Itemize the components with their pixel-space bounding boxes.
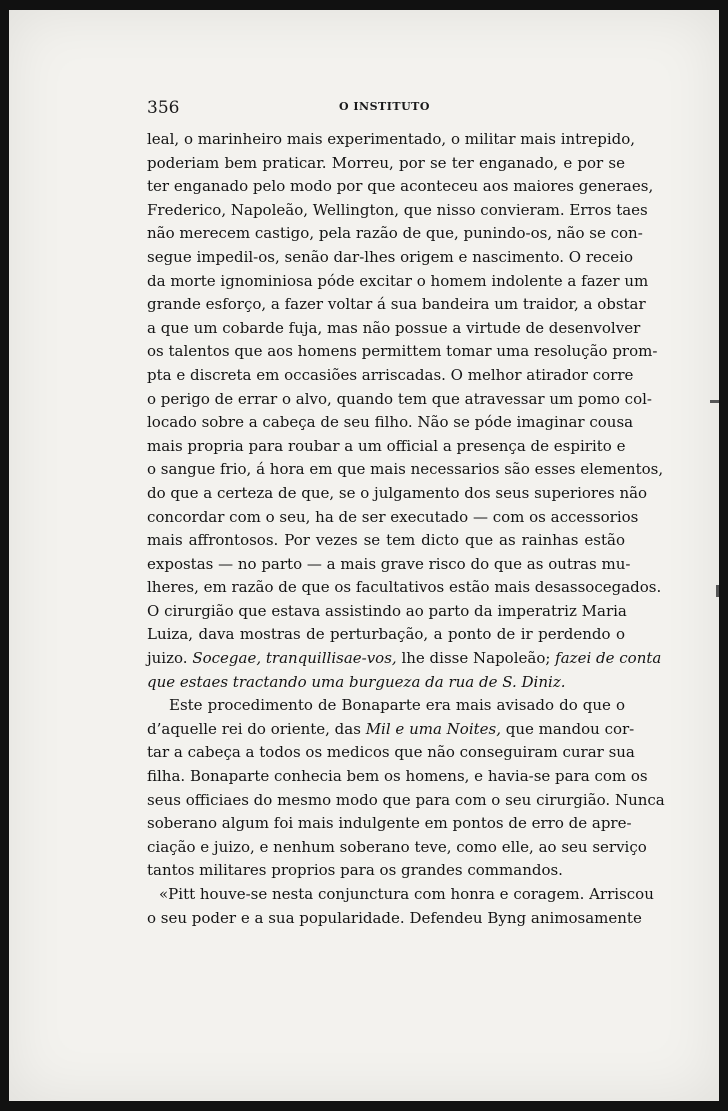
body-text bbox=[147, 128, 665, 930]
text-line: seus officiaes do mesmo modo que para com o seu cirurgião. Nunca bbox=[147, 790, 665, 809]
text-line: O cirurgião que estava assistindo ao parto da imperatriz Maria bbox=[147, 601, 627, 620]
text-line: ciação e juizo, e nenhum soberano teve, como elle, ao seu serviço bbox=[147, 837, 647, 856]
paragraph-first-line: «Pitt houve-se nesta conjunctura com honra e coragem. Arriscou bbox=[159, 885, 654, 903]
italic-book-title: Mil e uma Noites, bbox=[365, 719, 501, 738]
text-line: filha. Bonaparte conhecia bem os homens, e havia-se para com os bbox=[147, 767, 648, 786]
paragraph-first-line: Este procedimento de Bonaparte era mais avisado do que o bbox=[169, 696, 625, 715]
text-run: lhe disse Napoleão; bbox=[396, 649, 556, 668]
text-line: Luiza, dava mostras de perturbação, a ponto de ir perdendo o bbox=[147, 625, 625, 644]
text-line: o sangue frio, á hora em que mais necessarios são esses elementos, bbox=[147, 460, 664, 479]
text-line: o perigo de errar o alvo, quando tem que atravessar um pomo col- bbox=[147, 389, 652, 408]
page-edge-mark bbox=[710, 400, 719, 403]
text-line bbox=[147, 671, 625, 695]
text-line bbox=[147, 647, 662, 671]
italic-quote: fazei de conta bbox=[555, 649, 662, 668]
text-line: locado sobre a cabeça de seu filho. Não se póde imaginar cousa bbox=[147, 413, 634, 432]
text-line: mais propria para roubar a um official a presença de espirito e bbox=[147, 436, 626, 455]
text-run: juizo. bbox=[147, 649, 193, 668]
text-line: segue impedil-os, senão dar-lhes origem e nascimento. O receio bbox=[147, 247, 633, 266]
text-line bbox=[147, 718, 635, 742]
italic-quote: que estaes tractando uma burgueza da rua de S. Diniz. bbox=[147, 672, 566, 691]
italic-quote: Socegae, tranquillisae-vos, bbox=[192, 649, 397, 668]
text-line: Frederico, Napoleão, Wellington, que nisso convieram. Erros taes bbox=[147, 200, 648, 219]
text-line: não merecem castigo, pela razão de que, punindo-os, não se con- bbox=[147, 224, 643, 243]
text-line: pta e discreta em occasiões arriscadas. O melhor atirador corre bbox=[147, 365, 634, 384]
text-line: leal, o marinheiro mais experimentado, o militar mais intrepido, bbox=[147, 130, 636, 148]
running-title: O INSTITUTO bbox=[339, 100, 430, 113]
text-line: soberano algum foi mais indulgente em pontos de erro de apre- bbox=[147, 814, 632, 833]
text-line: ter enganado pelo modo por que aconteceu aos maiores generaes, bbox=[147, 177, 654, 196]
text-line: concordar com o seu, ha de ser executado — com os accessorios bbox=[147, 507, 639, 526]
text-run: que mandou cor- bbox=[501, 719, 635, 738]
text-line: os talentos que aos homens permittem tomar uma resolução prom- bbox=[147, 342, 658, 361]
text-line: o seu poder e a sua popularidade. Defendeu Byng animosamente bbox=[147, 908, 642, 927]
text-line: tantos militares proprios para os grandes commandos. bbox=[147, 861, 563, 880]
text-line: grande esforço, a fazer voltar á sua bandeira um traidor, a obstar bbox=[147, 295, 646, 314]
text-run: d’aquelle rei do oriente, das bbox=[147, 719, 366, 738]
text-line: a que um cobarde fuja, mas não possue a virtude de desenvolver bbox=[147, 318, 641, 337]
text-line: poderiam bem praticar. Morreu, por se ter enganado, e por se bbox=[147, 153, 625, 172]
page-header bbox=[147, 98, 625, 118]
text-line: tar a cabeça a todos os medicos que não conseguiram curar sua bbox=[147, 743, 635, 762]
text-line: do que a certeza de que, se o julgamento dos seus superiores não bbox=[147, 483, 648, 502]
text-line: lheres, em razão de que os facultativos estão mais desassocegados. bbox=[147, 578, 662, 597]
text-line: da morte ignominiosa póde excitar o homem indolente a fazer um bbox=[147, 271, 649, 290]
text-line: expostas — no parto — a mais grave risco do que as outras mu- bbox=[147, 554, 631, 573]
page-number: 356 bbox=[147, 98, 180, 118]
text-line: mais affrontosos. Por vezes se tem dicto que as rainhas estão bbox=[147, 531, 625, 550]
page-edge-mark bbox=[716, 585, 719, 597]
